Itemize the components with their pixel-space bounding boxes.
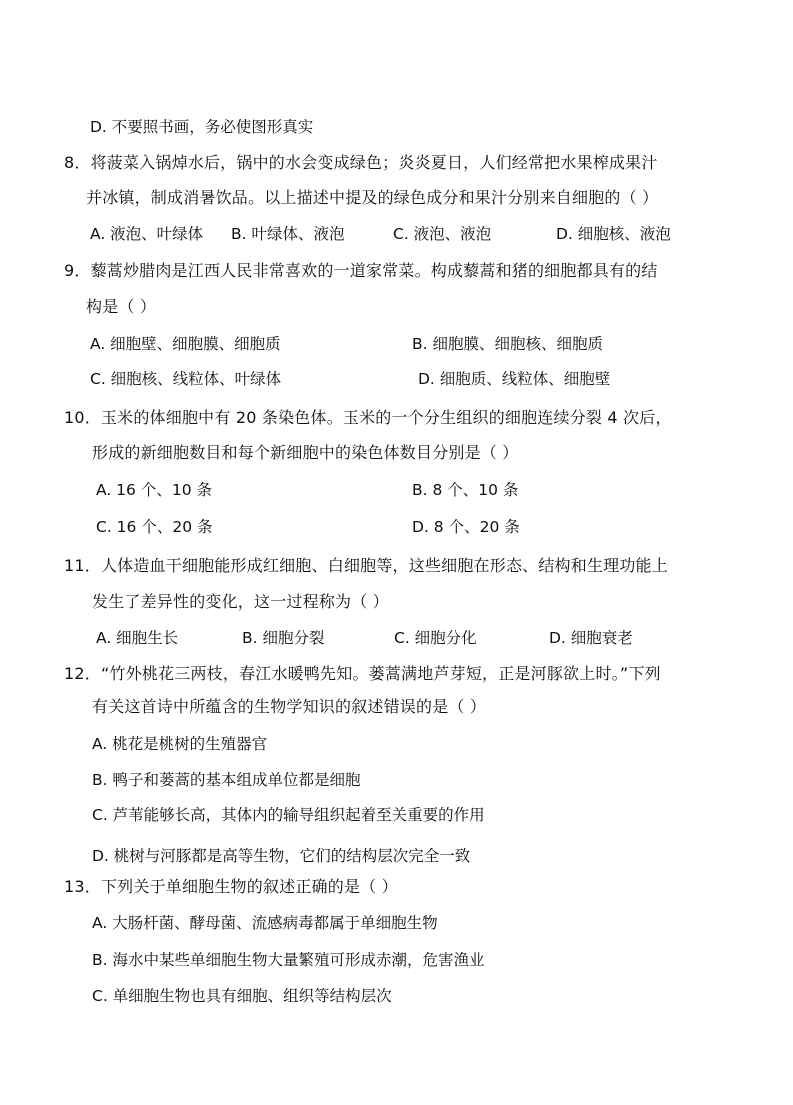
q11-stem-line2: 发生了差异性的变化，这一过程称为（ ） xyxy=(92,592,389,611)
q8-option-d: D. 细胞核、液泡 xyxy=(556,225,671,243)
q7-option-d: D. 不要照书画，务必使图形真实 xyxy=(90,118,314,136)
q10-stem-line1: 10．玉米的体细胞中有 20 条染色体。玉米的一个分生组织的细胞连续分裂 4 次后， xyxy=(64,408,672,427)
q13-option-c: C. 单细胞生物也具有细胞、组织等结构层次 xyxy=(92,987,392,1005)
q11-option-c: C. 细胞分化 xyxy=(394,629,477,647)
q12-option-c: C. 芦苇能够长高，其体内的输导组织起着至关重要的作用 xyxy=(92,806,485,824)
q11-stem-line1: 11．人体造血干细胞能形成红细胞、白细胞等，这些细胞在形态、结构和生理功能上 xyxy=(64,556,668,575)
q8-option-a: A. 液泡、叶绿体 xyxy=(90,225,204,243)
q11-option-a: A. 细胞生长 xyxy=(96,629,179,647)
q12-option-a: A. 桃花是桃树的生殖器官 xyxy=(92,735,268,753)
q13-stem-line1: 13．下列关于单细胞生物的叙述正确的是（ ） xyxy=(64,877,398,896)
q13-option-a: A. 大肠杆菌、酵母菌、流感病毒都属于单细胞生物 xyxy=(92,914,438,932)
q9-option-d: D. 细胞质、线粒体、细胞壁 xyxy=(418,370,611,388)
q11-option-b: B. 细胞分裂 xyxy=(242,629,325,647)
q9-option-c: C. 细胞核、线粒体、叶绿体 xyxy=(90,370,282,388)
q8-option-c: C. 液泡、液泡 xyxy=(393,225,492,243)
q13-option-b: B. 海水中某些单细胞生物大量繁殖可形成赤潮，危害渔业 xyxy=(92,951,485,969)
q8-option-b: B. 叶绿体、液泡 xyxy=(231,225,345,243)
q9-option-b: B. 细胞膜、细胞核、细胞质 xyxy=(412,335,603,353)
q9-stem-line1: 9．藜蒿炒腊肉是江西人民非常喜欢的一道家常菜。构成藜蒿和猪的细胞都具有的结 xyxy=(64,261,658,280)
q12-stem-line1: 12．“竹外桃花三两枝，春江水暖鸭先知。蒌蒿满地芦芽短，正是河豚欲上时。”下列 xyxy=(64,664,661,683)
q8-stem-line2: 并冰镇，制成消暑饮品。以上描述中提及的绿色成分和果汁分别来自细胞的（ ） xyxy=(86,188,659,207)
q10-option-a: A. 16 个、10 条 xyxy=(96,481,212,499)
q10-option-b: B. 8 个、10 条 xyxy=(412,481,519,499)
q12-option-d: D. 桃树与河豚都是高等生物，它们的结构层次完全一致 xyxy=(92,847,471,865)
q10-stem-line2: 形成的新细胞数目和每个新细胞中的染色体数目分别是（ ） xyxy=(92,443,519,462)
q12-option-b: B. 鸭子和蒌蒿的基本组成单位都是细胞 xyxy=(92,771,361,789)
q8-stem-line1: 8．将菠菜入锅焯水后，锅中的水会变成绿色；炎炎夏日，人们经常把水果榨成果汁 xyxy=(64,153,658,172)
q10-option-c: C. 16 个、20 条 xyxy=(96,518,213,536)
q10-option-d: D. 8 个、20 条 xyxy=(412,518,520,536)
q11-option-d: D. 细胞衰老 xyxy=(549,629,633,647)
q9-stem-line2: 构是（ ） xyxy=(86,297,157,316)
q12-stem-line2: 有关这首诗中所蕴含的生物学知识的叙述错误的是（ ） xyxy=(92,697,487,716)
q9-option-a: A. 细胞壁、细胞膜、细胞质 xyxy=(90,335,281,353)
